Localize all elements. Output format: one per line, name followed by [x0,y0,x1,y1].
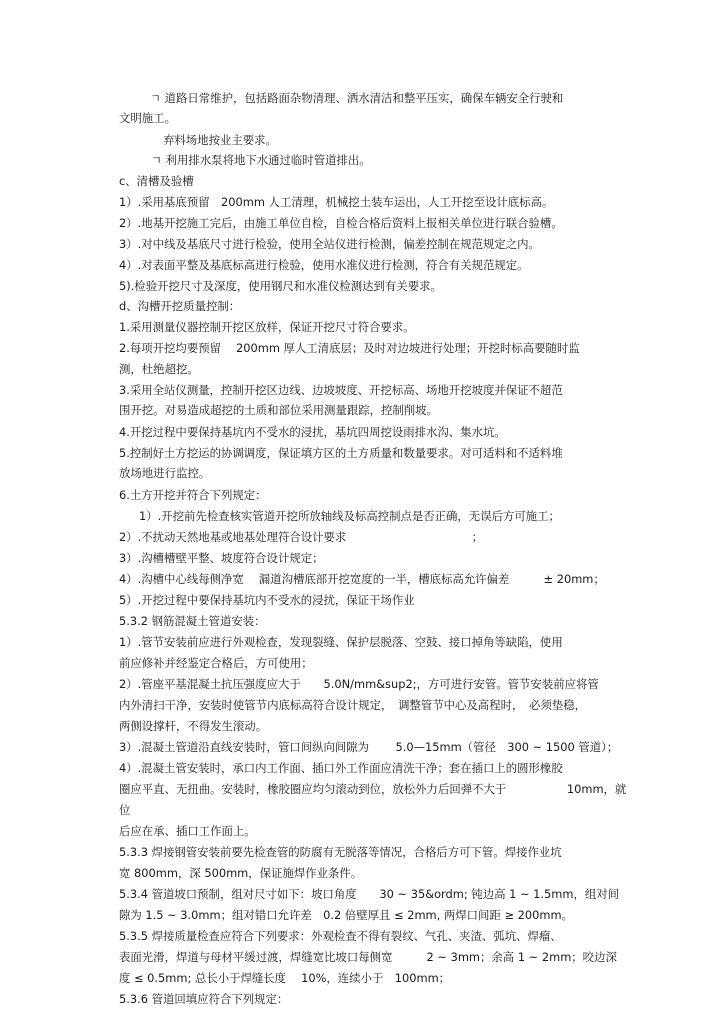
text-line: 5.3.6 管道回填应符合下列规定： [119,992,289,1006]
text-line: 3）.对中线及基底尺寸进行检验，使用全站仪进行检测，偏差控制在规范规定之内。 [119,237,540,251]
text-line: 6.土方开挖并符合下列规定： [119,488,267,502]
text-line: 4）.沟槽中心线每侧净宽 漏道沟槽底部开挖宽度的一半，槽底标高允许偏差 ± 20mm； [119,572,605,586]
text-line: 3）.沟槽槽壁平整、坡度符合设计规定； [119,551,324,565]
text-line: 文明施工。 [119,111,176,125]
text-line: 弃料场地按业主要求。 [163,133,277,147]
text-line: 5.3.5 焊接质量检查应符合下列要求：外观检查不得有裂纹、气孔、夹渣、弧坑、焊瘤、 [119,929,562,943]
text-line: 2）.不扰动天然地基或地基处理符合设计要求 ； [119,530,483,544]
text-line: ㄱ 道路日常维护，包括路面杂物清理、洒水清洁和整平压实，确保车辆安全行驶和 [150,91,564,105]
text-line: 5）.开挖过程中要保持基坑内不受水的浸扰，保证干场作业 [119,593,415,607]
text-line: 表面光滑，焊道与母材平缓过渡，焊缝宽比坡口每侧宽 2 ~ 3mm；余高 1 ~ 2mm；咬边深 [119,950,617,964]
text-line: 度 ≤ 0.5mm; 总长小于焊缝长度 10%，连续小于 100mm； [119,971,451,985]
text-line: 宽 800mm，深 500mm，保证施焊作业条件。 [119,866,363,880]
text-line: 3.采用全站仪测量，控制开挖区边线、边坡坡度、开挖标高、场地开挖坡度并保证不超范 [119,383,563,397]
text-line: c、清槽及验槽 [119,174,194,188]
text-line: 4.开挖过程中要保持基坑内不受水的浸扰，基坑四周挖设雨排水沟、集水坑。 [119,425,506,439]
text-line: 5.3.2 钢筋混凝土管道安装： [119,614,266,628]
text-line: d、沟槽开挖质量控制： [119,299,241,313]
text-line: 圈应平直、无扭曲。安装时，橡胶圈应均匀滚动到位，放松外力后回弹不大于 10mm，就 [119,782,627,796]
text-line: 4）.混凝土管安装时，承口内工作面、插口外工作面应清洗干净；套在插口上的圆形橡胶 [119,761,563,775]
text-line: 2）.管座平基混凝土抗压强度应大于 5.0N/mm&sup2;，方可进行安管。管节安装前应将管 [119,677,599,691]
text-line: 位 [119,803,131,817]
text-line: 4）.对表面平整及基底标高进行检验，使用水准仪进行检测，符合有关规范规定。 [119,258,529,272]
text-line: 隙为 1.5 ~ 3.0mm；组对错口允许差 0.2 倍壁厚且 ≤ 2mm, 两焊口间距 ≥ 200mm。 [119,908,573,922]
text-line: 2）.地基开挖施工完后，由施工单位自检，自检合格后资料上报相关单位进行联合验槽。 [119,216,563,230]
text-line: 1）.管节安装前应进行外观检查，发现裂缝、保护层脱落、空鼓、接口掉角等缺陷，使用 [119,635,563,649]
text-line: 1）.采用基底预留 200mm 人工清理，机械挖土装车运出，人工开挖至设计底标高。 [119,195,554,209]
text-line: 放场地进行监控。 [119,466,211,480]
text-line: 后应在承、插口工作面上。 [119,824,256,838]
text-line: 内外清扫干净，安装时使管节内底标高符合设计规定， 调整管节中心及高程时， 必须垫稳， [119,698,587,712]
text-line: 5.3.4 管道坡口预制，组对尺寸如下：坡口角度 30 ~ 35&ordm; 钝边高 1 ~ 1.5mm，组对间 [119,887,620,901]
text-line: 两侧设撑杆，不得发生滚动。 [119,719,268,733]
text-line: 5.3.3 焊接钢管安装前要先检查管的防腐有无脱落等情况，合格后方可下管。焊接作业坑 [119,845,562,859]
text-line: ㄱ 利用排水泵将地下水通过临时管道排出。 [151,153,371,167]
text-line: 前应修补并经鉴定合格后，方可使用； [119,656,313,670]
text-line: 3）.混凝土管道沿直线安装时，管口间纵向间隙为 5.0—15mm（管径 300 ~ 1500 管道）； [119,740,619,754]
text-line: 测，杜绝超挖。 [119,362,199,376]
text-line: 2.每项开挖均要预留 200mm 厚人工清底层；及时对边坡进行处理；开挖时标高要随时监 [119,341,580,355]
text-line: 5).检验开挖尺寸及深度，使用钢尺和水准仪检测达到有关要求。 [119,279,442,293]
text-line: 5.控制好土方挖运的协调调度，保证填方区的土方质量和数量要求。对可适料和不适料堆 [119,446,563,460]
text-line: 1）.开挖前先检查核实管道开挖所放轴线及标高控制点是否正确，无误后方可施工； [139,509,560,523]
text-line: 围开挖。对易造成超挖的土质和部位采用测量跟踪，控制削坡。 [119,403,438,417]
text-line: 1.采用测量仪器控制开挖区放样，保证开挖尺寸符合要求。 [119,320,415,334]
